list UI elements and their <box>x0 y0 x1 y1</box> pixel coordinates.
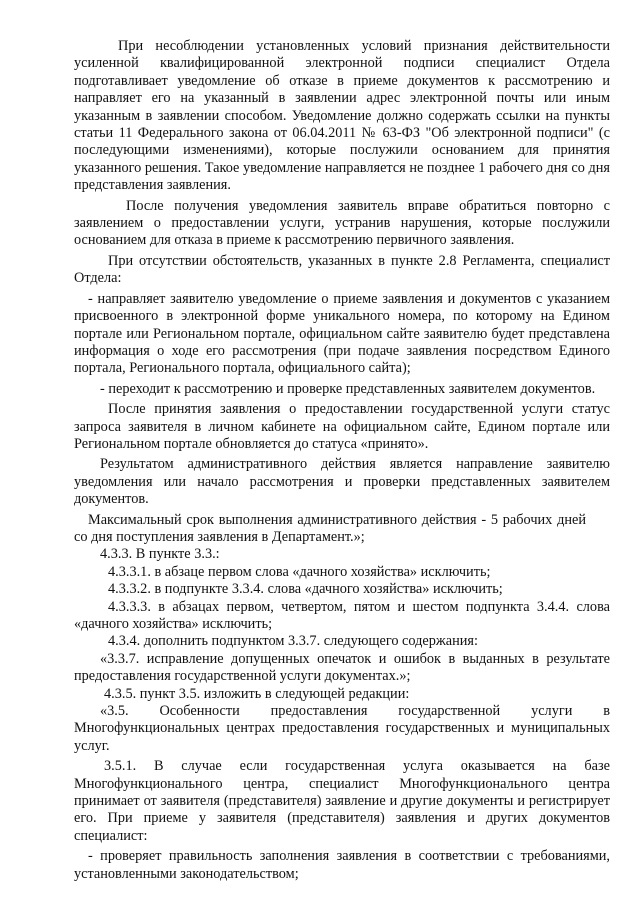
paragraph-signature-invalid: При несоблюдении установленных условий признания действительности усиленной квалифицированной электронной подписи специалист Отдела подготавливает уведомление об отказе в приеме документов к рассмотрению и направляет его на указанный в заявлении адрес электронной почты или иным указанным в заявлении способом. Уведомление должно содержать ссылки на пункты статьи 11 Федерального закона от 06.04.2011 № 63-ФЗ "Об электронной подписи" (с последующими изменениями), которые послужили основанием для принятия указанного решения. Такое уведомление направляется не позднее 1 рабочего дня со дня представления заявления. <box>74 38 610 194</box>
paragraph-result: Результатом административного действия является направление заявителю уведомления или начало рассмотрения и проверки представленных заявителем документов. <box>74 456 610 508</box>
item-4-3-3-1: 4.3.3.1. в абзаце первом слова «дачного хозяйства» исключить; <box>108 563 491 580</box>
item-4-3-3-2: 4.3.3.2. в подпункте 3.3.4. слова «дачного хозяйства» исключить; <box>108 581 503 598</box>
item-4-3-3: 4.3.3. В пункте 3.3.: <box>100 546 220 563</box>
paragraph-status-update: После принятия заявления о предоставлении государственной услуги статус запроса заявителя в личном кабинете на официальном сайте, Едином портале или Региональном портале обновляется до статуса «принято». <box>74 401 610 452</box>
item-3-3-7: «3.3.7. исправление допущенных опечаток и ошибок в выданных в результате предоставления государственной услуги документах.»; <box>74 650 610 685</box>
paragraph-max-term: Максимальный срок выполнения административного действия - 5 рабочих дней со дня поступления заявления в Департамент.»; <box>74 511 586 545</box>
item-4-3-3-3: 4.3.3.3. в абзацах первом, четвертом, пятом и шестом подпункта 3.4.4. слова «дачного хозяйства» исключить; <box>74 598 610 632</box>
document-body <box>74 38 610 883</box>
list-item-send-notice: - направляет заявителю уведомление о приеме заявления и документов с указанием присвоенного в электронной форме уникального номера, по которому на Едином портале или Региональном портале, официальном сайте заявителю будет представлена информация о ходе его рассмотрения (при подаче заявления посредством Единого портала, Регионального портала, официального сайта); <box>74 290 610 377</box>
item-3-5-1: 3.5.1. В случае если государственная услуга оказывается на базе Многофункционального центра, специалист Многофункционального центра принимает от заявителя (представителя) заявление и другие документы и регистрирует его. При приеме у заявителя (представителя) заявления и других документов специалист: <box>74 758 610 844</box>
item-4-3-4: 4.3.4. дополнить подпунктом 3.3.7. следующего содержания: <box>108 633 478 650</box>
paragraph-no-circumstances: При отсутствии обстоятельств, указанных в пункте 2.8 Регламента, специалист Отдела: <box>74 252 610 287</box>
list-item-check-form: - проверяет правильность заполнения заявления в соответствии с требованиями, установленными законодательством; <box>74 848 610 882</box>
item-4-3-5: 4.3.5. пункт 3.5. изложить в следующей редакции: <box>104 685 410 702</box>
list-item-review-documents: - переходит к рассмотрению и проверке представленных заявителем документов. <box>100 380 596 397</box>
item-3-5-heading: «3.5. Особенности предоставления государственной услуги в Многофункциональных центрах предоставления государственных и муниципальных услуг. <box>74 703 610 754</box>
paragraph-repeat-application: После получения уведомления заявитель вправе обратиться повторно с заявлением о предоставлении услуги, устранив нарушения, которые послужили основанием для отказа в приеме к рассмотрению первичного заявления. <box>74 197 610 249</box>
